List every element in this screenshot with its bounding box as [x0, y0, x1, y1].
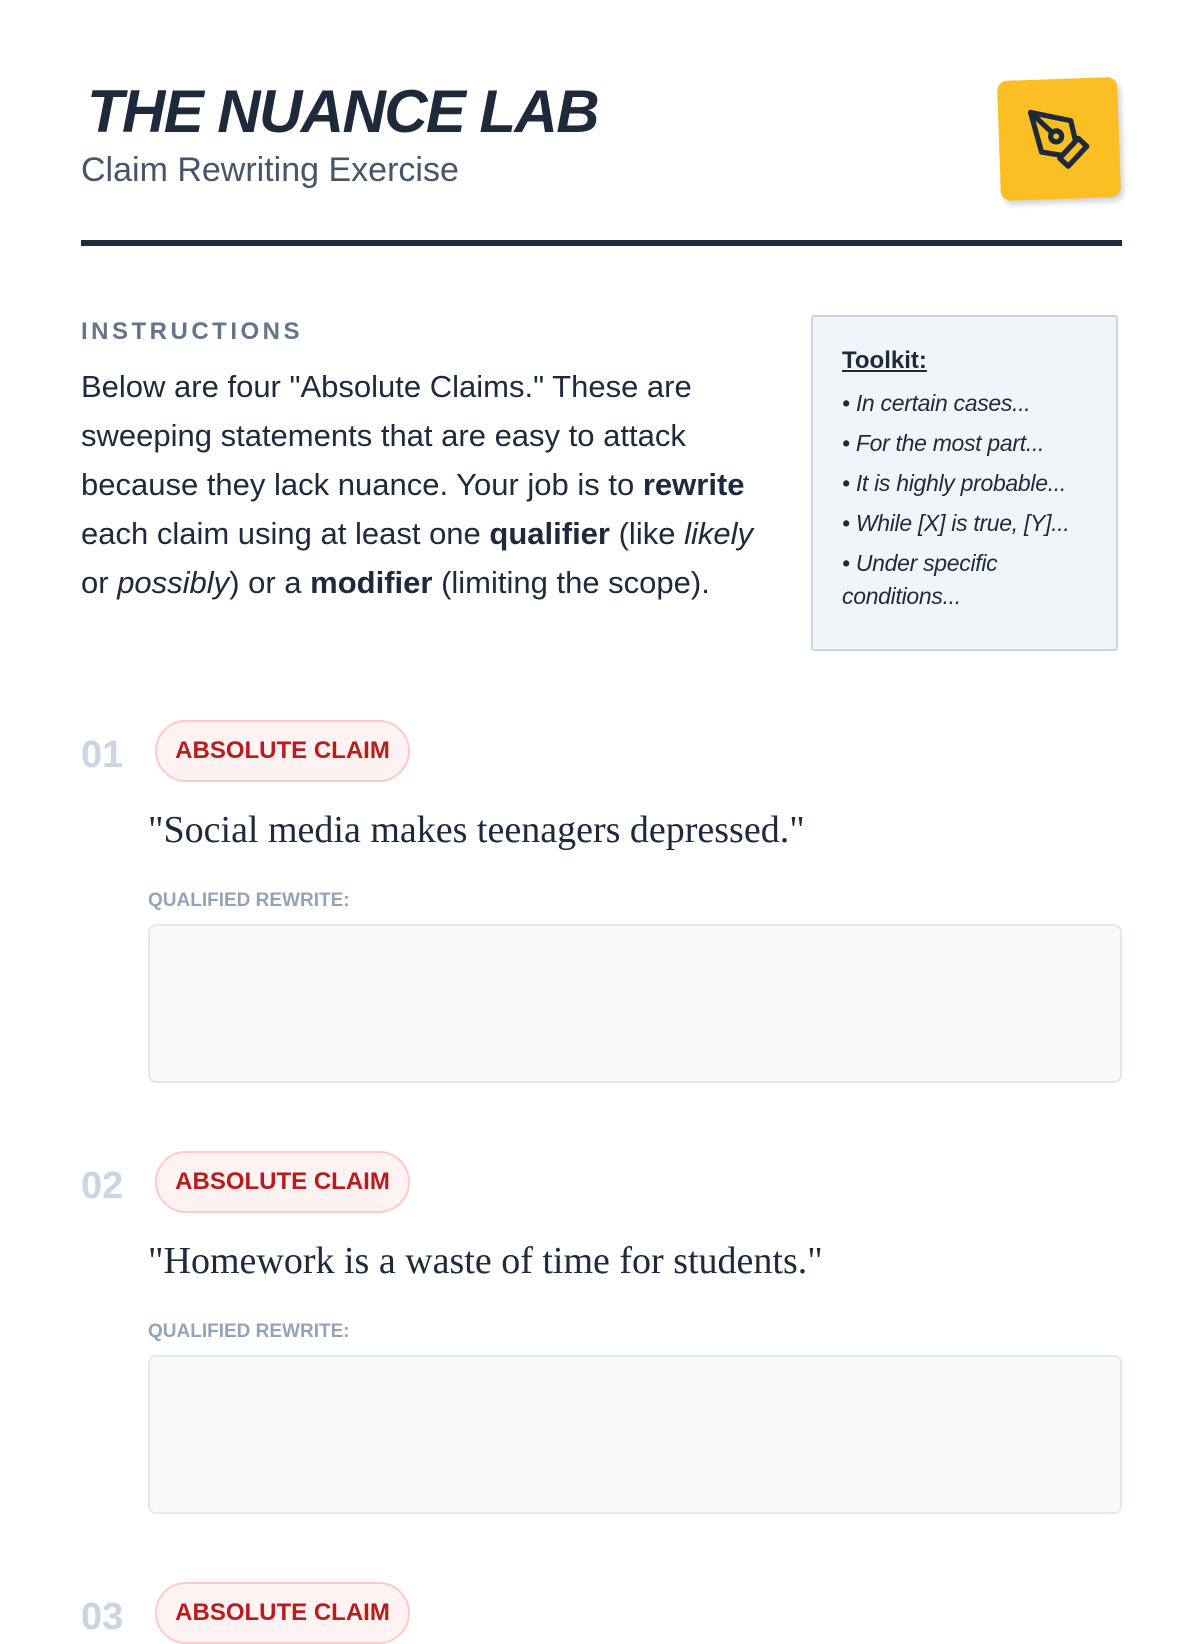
- toolkit-box: [811, 315, 1118, 651]
- rewrite-input[interactable]: [148, 1355, 1122, 1514]
- claim-text: "Social media makes teenagers depressed.": [148, 809, 805, 851]
- instructions-label: INSTRUCTIONS: [81, 318, 303, 345]
- rewrite-label: QUALIFIED REWRITE:: [148, 890, 350, 911]
- toolkit-title: Toolkit:: [842, 347, 927, 374]
- absolute-claim-badge: ABSOLUTE CLAIM: [155, 1151, 410, 1213]
- toolkit-item: • For the most part...: [842, 430, 1045, 456]
- instructions-text: Below are four "Absolute Claims." These are sweeping statements that are easy to attack because they lack nuance. Your job is to rewrite each claim using at least one qualifier (like likely or possibly) or a modifier (limiting the scope).: [81, 369, 753, 600]
- rewrite-input[interactable]: [148, 924, 1122, 1083]
- header: [81, 78, 1121, 248]
- claim-number: 02: [81, 1165, 124, 1207]
- page-subtitle: Claim Rewriting Exercise: [81, 151, 459, 189]
- claim-number: 01: [81, 734, 124, 776]
- logo-badge: [997, 77, 1121, 201]
- page-title: THE NUANCE LAB: [87, 78, 598, 145]
- toolkit-item: • While [X] is true, [Y]...: [842, 510, 1070, 536]
- toolkit-item: • Under specific conditions...: [842, 550, 998, 609]
- header-divider: [81, 240, 1122, 246]
- rewrite-label: QUALIFIED REWRITE:: [148, 1321, 350, 1342]
- absolute-claim-badge: ABSOLUTE CLAIM: [155, 1582, 410, 1644]
- absolute-claim-badge: ABSOLUTE CLAIM: [155, 720, 410, 782]
- pen-nib-icon: [1025, 105, 1093, 173]
- toolkit-item: • In certain cases...: [842, 390, 1031, 416]
- claim-number: 03: [81, 1596, 124, 1638]
- claim-text: "Homework is a waste of time for students.": [148, 1240, 823, 1282]
- toolkit-item: • It is highly probable...: [842, 470, 1066, 496]
